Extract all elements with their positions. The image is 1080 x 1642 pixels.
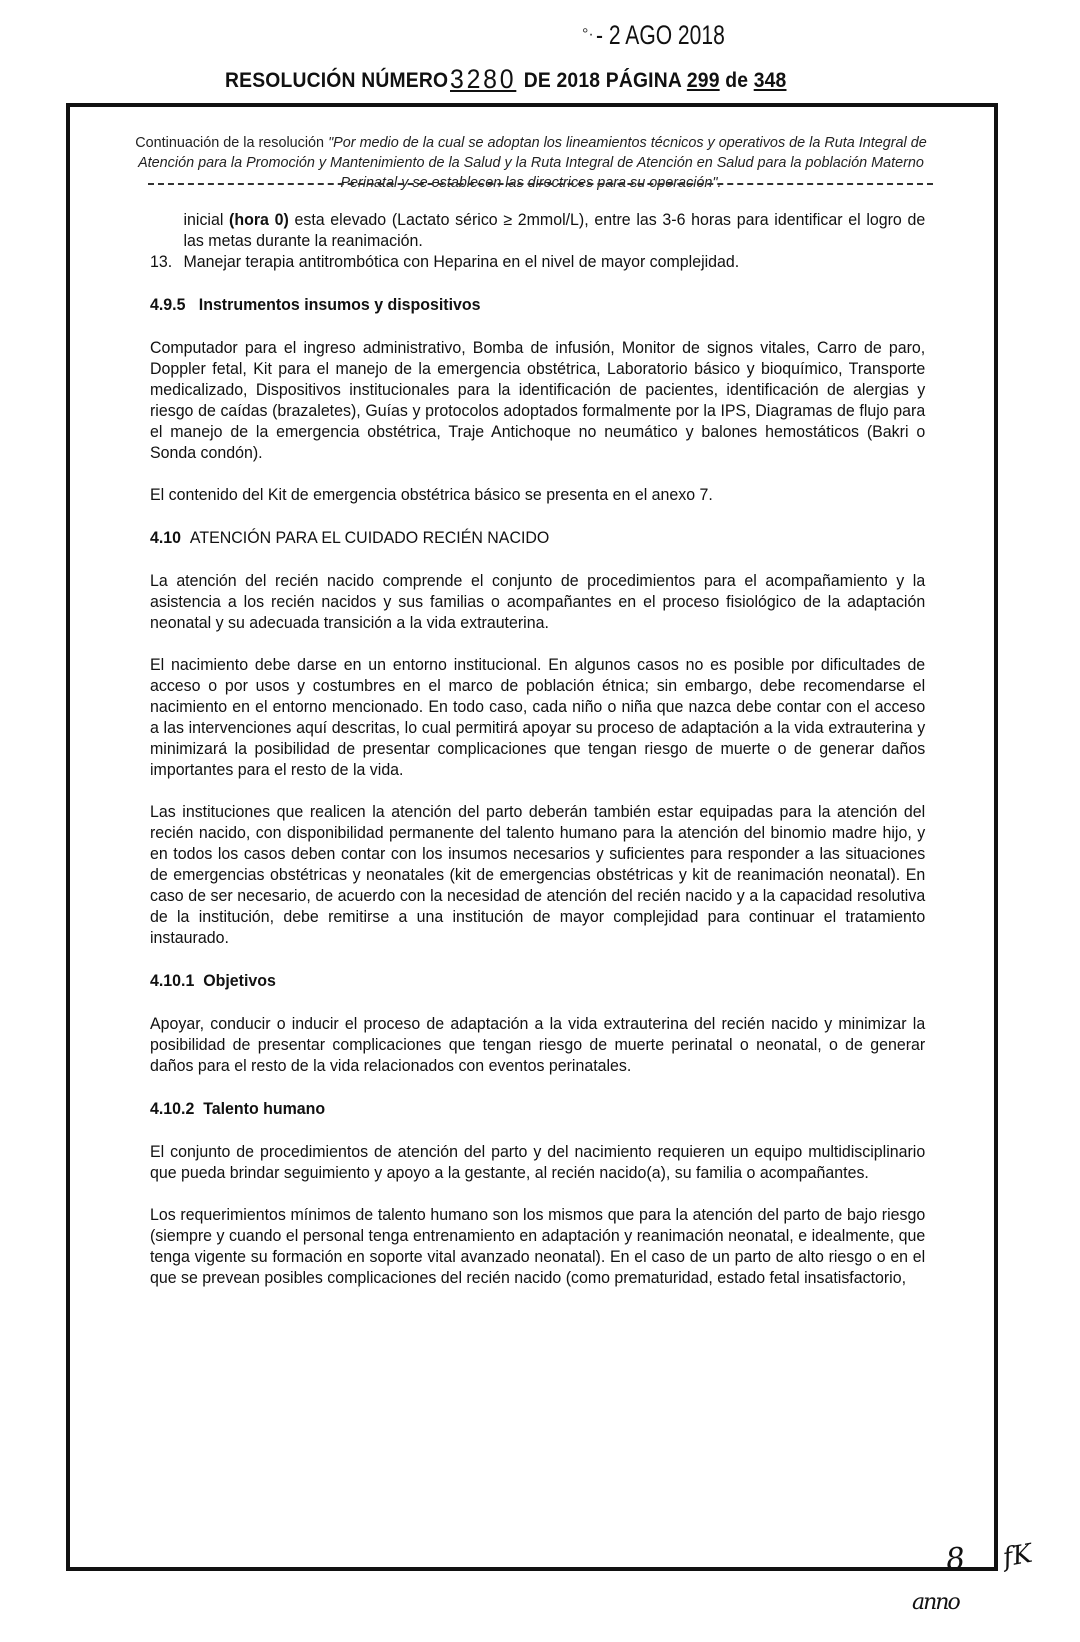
dashed-divider	[148, 183, 933, 185]
title-prefix: RESOLUCIÓN NÚMERO	[225, 69, 449, 92]
continuation-quote: "Por medio de la cual se adoptan los lineamientos técnicos y operativos de la Ruta Integral de Atención para la Promoción y Mantenimiento de la Salud y la Ruta Integral de Atención en Salud para la población Materno Perinatal y se establecen las directrices para su operación".	[138, 135, 927, 191]
paragraph: Los requerimientos mínimos de talento humano son los mismos que para la atención del parto de bajo riesgo (siempre y cuando el personal tenga entrenamiento en adaptación y reanimación neonatal, e idealmente, que tenga vigente su formación en soporte vital avanzado neonatal). En el caso de un parto de alto riesgo o en el que se prevean posibles complicaciones del recién nacido (como prematuridad, estado fetal insatisfactorio,	[150, 1206, 926, 1287]
resolution-number: 3280	[450, 64, 517, 94]
paragraph: Las instituciones que realicen la atención del parto deberán también estar equipadas para la atención del recién nacido, con disponibilidad permanente del talento humano para la atención del binomio madre hijo, y en todos los casos deben contar con los insumos necesarios y suficientes para responder a las situaciones de emergencias obstétricas y neonatales (kit de emergencias obstétricas y kit de reanimación neonatal). En caso de ser necesario, de acuerdo con la necesidad de atención del recién nacido y a la capacidad resolutiva de la institución, debe remitirse a una institución de mayor complejidad para continuar el tratamiento instaurado.	[150, 803, 926, 947]
paragraph: El conjunto de procedimientos de atención del parto y del nacimiento requieren un equipo multidisciplinario que pueda brindar seguimiento y apoyo a la gestante, al recién nacido(a), su familia o acompañantes.	[150, 1143, 926, 1182]
handwritten-initials: fK	[1000, 1538, 1035, 1574]
paragraph: La atención del recién nacido comprende el conjunto de procedimientos para el acompañamiento y la asistencia a los recién nacidos y sus familias o acompañantes en el proceso fisiológico de la adaptación neonatal y su adecuada transición a la vida extrauterina.	[150, 572, 926, 632]
section-heading-4-10-1: 4.10.1 Objetivos	[150, 972, 276, 990]
paragraph: El contenido del Kit de emergencia obstétrica básico se presenta en el anexo 7.	[150, 486, 713, 504]
section-heading-4-10: 4.10 ATENCIÓN PARA EL CUIDADO RECIÉN NACIDO	[150, 529, 550, 547]
resolution-title	[225, 64, 786, 95]
bold-hora-0: (hora 0)	[229, 211, 289, 229]
paragraph: Apoyar, conducir o inducir el proceso de adaptación a la vida extrauterina del recién nacido y minimizar la posibilidad de presentar complicaciones que tengan riesgo de muerte perinatal o neonatal, o de generar daños para el resto de la vida relacionados con eventos perinatales.	[150, 1015, 926, 1075]
continued-list-item: inicial (hora 0) esta elevado (Lactato sérico ≥ 2mmol/L), entre las 3-6 horas para identificar el logro de las metas durante la reanimación.	[183, 211, 926, 250]
section-heading-4-9-5: 4.9.5 Instrumentos insumos y dispositivos	[150, 296, 481, 314]
continuation-lead: Continuación de la resolución	[135, 135, 329, 151]
section-heading-4-10-2: 4.10.2 Talento humano	[150, 1100, 326, 1118]
paragraph: Computador para el ingreso administrativo, Bomba de infusión, Monitor de signos vitales, Carro de paro, Doppler fetal, Kit para el manejo de la emergencia obstétrica, Laboratorio básico y bioquímico, Transporte medicalizado, Dispositivos institucionales para la identificación de pacientes, identificación de alergias y riesgo de caídas (brazaletes), Guías y protocolos adoptados formalmente por la IPS, Diagramas de flujo para el manejo de la emergencia obstétrica, Traje Antichoque no neumático y balones hemostáticos (Bakri o Sonda condón).	[150, 339, 926, 462]
title-mid: DE 2018 PÁGINA	[523, 69, 682, 92]
stamp-mark: °·	[582, 26, 594, 43]
page-current: 299	[686, 69, 720, 92]
page-of: de	[725, 69, 749, 92]
list-item-13: 13. Manejar terapia antitrombótica con Heparina en el nivel de mayor complejidad.	[150, 253, 740, 271]
document-body	[150, 210, 925, 1289]
page-total: 348	[753, 69, 787, 92]
paragraph: El nacimiento debe darse en un entorno institucional. En algunos casos no es posible por dificultades de acceso o por usos y costumbres en el marco de población étnica; sin embargo, debe recomendarse el nacimiento en el entorno mencionado. En todo caso, cada niño o niña que nazca debe contar con el acceso a las intervenciones aquí descritas, lo cual permitirá apoyar su proceso de adaptación a la vida extrauterina y minimizará la posibilidad de presentar complicaciones que tengan riesgo de muerte o de generar daños importantes para el resto de la vida.	[150, 656, 926, 779]
handwritten-signature: anno	[912, 1590, 959, 1615]
page-header	[0, 0, 1080, 100]
stamp-date: - 2 AGO 2018	[596, 20, 725, 50]
handwritten-initial-mark: 8	[944, 1541, 967, 1578]
